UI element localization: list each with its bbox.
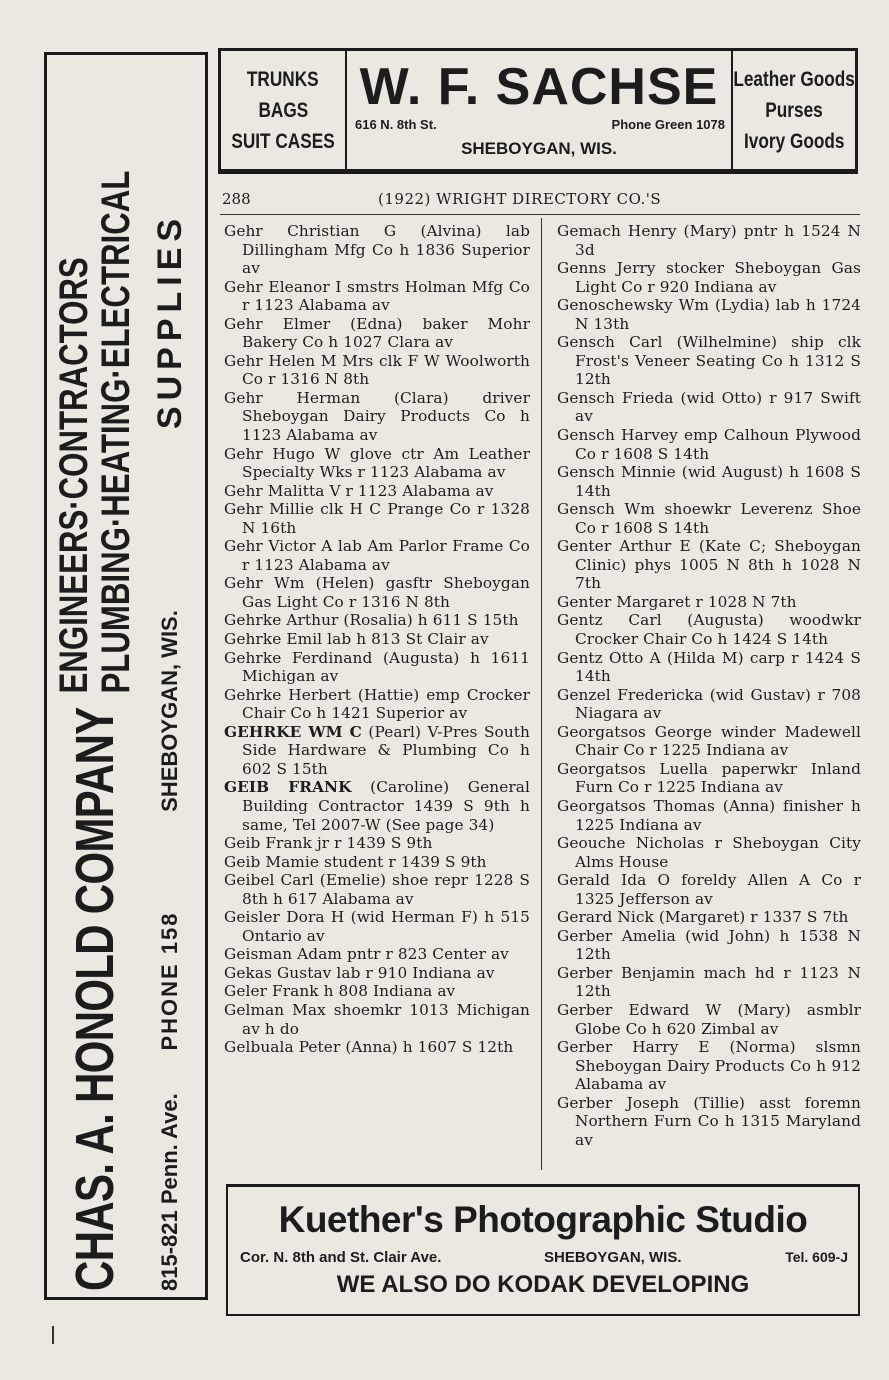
directory-entry: [557, 333, 861, 389]
directory-entry-text: Gensch Minnie (wid August) h 1608 S 14th: [557, 463, 861, 500]
directory-entry: [557, 760, 861, 797]
top-ad-right-panel: [731, 51, 855, 169]
directory-column-left: [224, 222, 530, 1057]
running-head: (1922) WRIGHT DIRECTORY CO.'S: [378, 190, 662, 208]
directory-entry-text: (Caroline) General Building Contractor 1439 S 9th h same, Tel 2007-W (See page 34): [242, 778, 530, 834]
top-ad-left-item: TRUNKS: [247, 67, 319, 91]
directory-entry-text: Geisler Dora H (wid Herman F) h 515 Ontario av: [224, 908, 530, 945]
directory-entry: [224, 686, 530, 723]
page-number: 288: [222, 190, 251, 208]
directory-entry-text: Gehrke Emil lab h 813 St Clair av: [224, 630, 489, 649]
directory-entry: [557, 296, 861, 333]
directory-entry-text: Genter Margaret r 1028 N 7th: [557, 592, 797, 611]
page-mark: [52, 1326, 54, 1344]
directory-entry: [224, 500, 530, 537]
directory-entry: [224, 1001, 530, 1038]
left-ad-services: [53, 171, 137, 694]
directory-entry: [224, 908, 530, 945]
directory-entry: [224, 834, 530, 853]
left-ad-rotated-content: [51, 61, 201, 1291]
directory-entry-text: Geib Mamie student r 1439 S 9th: [224, 852, 487, 871]
directory-entry-text: Gerber Amelia (wid John) h 1538 N 12th: [557, 926, 861, 964]
top-ad-business-name: W. F. SACHSE: [359, 58, 719, 116]
directory-entry-text: Gelman Max shoemkr 1013 Michigan av h do: [224, 1000, 530, 1038]
directory-entry-text: Gerald Ida O foreldy Allen A Co r 1325 Jefferson av: [557, 871, 861, 908]
directory-entry-text: Gehr Elmer (Edna) baker Mohr Bakery Co h 1027 Clara av: [224, 314, 530, 352]
directory-entry: [224, 315, 530, 352]
directory-entry-text: (Pearl) V-Pres South Side Hardware & Plumbing Co h 602 S 15th: [242, 722, 530, 778]
left-ad-company-name: CHAS. A. HONOLD COMPANY: [65, 707, 125, 1291]
directory-entry-text: Georgatsos Thomas (Anna) finisher h 1225 Indiana av: [557, 796, 861, 834]
top-ad-left-panel: [221, 51, 347, 169]
directory-entry: [224, 871, 530, 908]
directory-column-right: [557, 222, 861, 1149]
left-ad-supplies: SUPPLIES: [150, 212, 189, 430]
directory-entry: [224, 1038, 530, 1057]
left-ad-address: 815-821 Penn. Ave.: [157, 1093, 182, 1291]
directory-entry-text: Gerber Edward W (Mary) asmblr Globe Co h 620 Zimbal av: [557, 1000, 861, 1038]
directory-entry-text: Gensch Frieda (wid Otto) r 917 Swift av: [557, 388, 861, 426]
left-advertisement: [44, 52, 208, 1300]
left-ad-main-line: [51, 63, 139, 1291]
directory-entry-text: Genzel Fredericka (wid Gustav) r 708 Niagara av: [557, 685, 861, 723]
directory-entry: [557, 1038, 861, 1094]
directory-entry-text: Gelbuala Peter (Anna) h 1607 S 12th: [224, 1038, 514, 1057]
directory-entry: [224, 278, 530, 315]
directory-entry: [557, 389, 861, 426]
directory-entry: [224, 389, 530, 445]
directory-entry-text: Georgatsos Luella paperwkr Inland Furn Co r 1225 Indiana av: [557, 759, 861, 797]
directory-entry: [557, 1094, 861, 1150]
directory-entry: [224, 537, 530, 574]
directory-entry: [557, 463, 861, 500]
directory-entry: [557, 686, 861, 723]
directory-entry: [557, 927, 861, 964]
bottom-ad-address: Cor. N. 8th and St. Clair Ave.: [240, 1249, 442, 1266]
directory-entry: [557, 593, 861, 612]
directory-entry: [224, 630, 530, 649]
directory-entry-text: Genoschewsky Wm (Lydia) lab h 1724 N 13th: [557, 296, 861, 333]
directory-entry: [557, 834, 861, 871]
directory-entry: [557, 500, 861, 537]
directory-entry-text: Gehrke Ferdinand (Augusta) h 1611 Michigan av: [224, 648, 530, 686]
directory-entry-text: Geouche Nicholas r Sheboygan City Alms House: [557, 834, 861, 871]
directory-entry-text: Gerber Joseph (Tillie) asst foremn Northern Furn Co h 1315 Maryland av: [557, 1093, 861, 1149]
directory-entry-text: Gemach Henry (Mary) pntr h 1524 N 3d: [557, 222, 861, 259]
directory-entry-text: Geisman Adam pntr r 823 Center av: [224, 945, 509, 964]
directory-entry: [557, 871, 861, 908]
directory-entry: [557, 1001, 861, 1038]
directory-entry: [557, 649, 861, 686]
directory-entry-text: Genns Jerry stocker Sheboygan Gas Light Co r 920 Indiana av: [557, 259, 861, 296]
directory-entry-text: Gensch Wm shoewkr Leverenz Shoe Co r 1608 S 14th: [557, 500, 861, 537]
directory-entry: [224, 964, 530, 983]
directory-entry: [557, 964, 861, 1001]
directory-entry-text: Gehr Millie clk H C Prange Co r 1328 N 16th: [224, 500, 530, 537]
left-ad-services-line2: PLUMBING·HEATING·ELECTRICAL: [94, 170, 138, 694]
top-ad-phone: Phone Green 1078: [611, 117, 725, 132]
top-ad-city: SHEBOYGAN, WIS.: [461, 139, 617, 158]
directory-entry: [557, 426, 861, 463]
top-ad-left-item: BAGS: [258, 98, 308, 122]
directory-entry-text: Gentz Otto A (Hilda M) carp r 1424 S 14th: [557, 648, 861, 686]
directory-entry-text: Gerber Harry E (Norma) slsmn Sheboygan Dairy Products Co h 912 Alabama av: [557, 1038, 861, 1094]
directory-entry-text: Gehr Hugo W glove ctr Am Leather Specialty Wks r 1123 Alabama av: [224, 444, 530, 482]
directory-entry: [224, 723, 530, 779]
directory-entry: [224, 853, 530, 872]
bottom-advertisement: [226, 1184, 860, 1316]
directory-entry: [224, 945, 530, 964]
directory-entry: [557, 723, 861, 760]
left-ad-phone: PHONE 158: [157, 911, 182, 1051]
directory-entry-text: Gensch Harvey emp Calhoun Plywood Co r 1608 S 14th: [557, 426, 861, 463]
directory-entry: [557, 611, 861, 648]
directory-entry: [557, 537, 861, 593]
left-ad-city: SHEBOYGAN, WIS.: [157, 610, 182, 812]
top-ad-address: 616 N. 8th St.: [355, 117, 437, 132]
directory-entry-text: Geler Frank h 808 Indiana av: [224, 982, 456, 1001]
top-ad-right-item: Ivory Goods: [743, 129, 845, 153]
directory-entry: [224, 222, 530, 278]
top-ad-left-item: SUIT CASES: [231, 129, 335, 153]
directory-entry-text: Gehrke Arthur (Rosalia) h 611 S 15th: [224, 611, 519, 630]
directory-entry: [224, 982, 530, 1001]
directory-entry: [224, 649, 530, 686]
directory-entry: [557, 797, 861, 834]
directory-entry: [224, 574, 530, 611]
bottom-ad-phone: Tel. 609-J: [785, 1249, 848, 1265]
directory-entry: [224, 352, 530, 389]
directory-entry-text: Gensch Carl (Wilhelmine) ship clk Frost's Veneer Seating Co h 1312 S 12th: [557, 333, 861, 389]
page-header: [220, 190, 860, 215]
directory-entry: [557, 908, 861, 927]
directory-entry-text: Gehr Eleanor I smstrs Holman Mfg Co r 1123 Alabama av: [224, 277, 530, 315]
bottom-ad-tagline: WE ALSO DO KODAK DEVELOPING: [336, 1271, 750, 1298]
directory-entry-text: Georgatsos George winder Madewell Chair Co r 1225 Indiana av: [557, 722, 861, 760]
directory-entry: [224, 445, 530, 482]
directory-entry-text: Geib Frank jr r 1439 S 9th: [224, 834, 433, 853]
directory-entry-text: Gehr Wm (Helen) gasftr Sheboygan Gas Light Co r 1316 N 8th: [224, 574, 530, 611]
top-ad-right-item: Leather Goods: [733, 67, 855, 91]
directory-entry-text: Gehrke Herbert (Hattie) emp Crocker Chair Co h 1421 Superior av: [224, 685, 530, 723]
directory-entry: [224, 482, 530, 501]
left-ad-sub-line: [143, 61, 197, 1291]
top-ad-center-panel: [347, 51, 731, 169]
directory-entry: [557, 259, 861, 296]
directory-entry-text: Gentz Carl (Augusta) woodwkr Crocker Chair Co h 1424 S 14th: [557, 611, 861, 649]
top-advertisement: [218, 48, 858, 174]
column-divider: [541, 218, 542, 1170]
directory-entry-text: Gerard Nick (Margaret) r 1337 S 7th: [557, 908, 849, 927]
directory-entry-text: Gehr Victor A lab Am Parlor Frame Co r 1123 Alabama av: [224, 537, 530, 574]
directory-entry-text: Gekas Gustav lab r 910 Indiana av: [224, 963, 495, 982]
directory-entry: [224, 778, 530, 834]
directory-entry-text: Genter Arthur E (Kate C; Sheboygan Clinic) phys 1005 N 8th h 1028 N 7th: [557, 537, 861, 593]
directory-entry-text: Gehr Christian G (Alvina) lab Dillingham Mfg Co h 1836 Superior av: [224, 222, 530, 278]
directory-entry-bold-name: GEHRKE WM C: [224, 722, 362, 741]
bottom-ad-business-name: Kuether's Photographic Studio: [278, 1199, 808, 1240]
directory-entry-text: Gerber Benjamin mach hd r 1123 N 12th: [557, 963, 861, 1001]
directory-entry-text: Gehr Helen M Mrs clk F W Woolworth Co r 1316 N 8th: [224, 351, 530, 389]
top-ad-right-item: Purses: [765, 98, 823, 122]
directory-entry-bold-name: GEIB FRANK: [224, 778, 352, 797]
bottom-ad-city: SHEBOYGAN, WIS.: [544, 1249, 682, 1266]
directory-entry: [557, 222, 861, 259]
directory-entry-text: Gehr Malitta V r 1123 Alabama av: [224, 481, 494, 500]
directory-entry-text: Geibel Carl (Emelie) shoe repr 1228 S 8th h 617 Alabama av: [224, 871, 530, 908]
left-ad-services-line1: ENGINEERS·CONTRACTORS: [52, 257, 96, 694]
directory-entry-text: Gehr Herman (Clara) driver Sheboygan Dairy Products Co h 1123 Alabama av: [224, 388, 530, 445]
directory-entry: [224, 611, 530, 630]
